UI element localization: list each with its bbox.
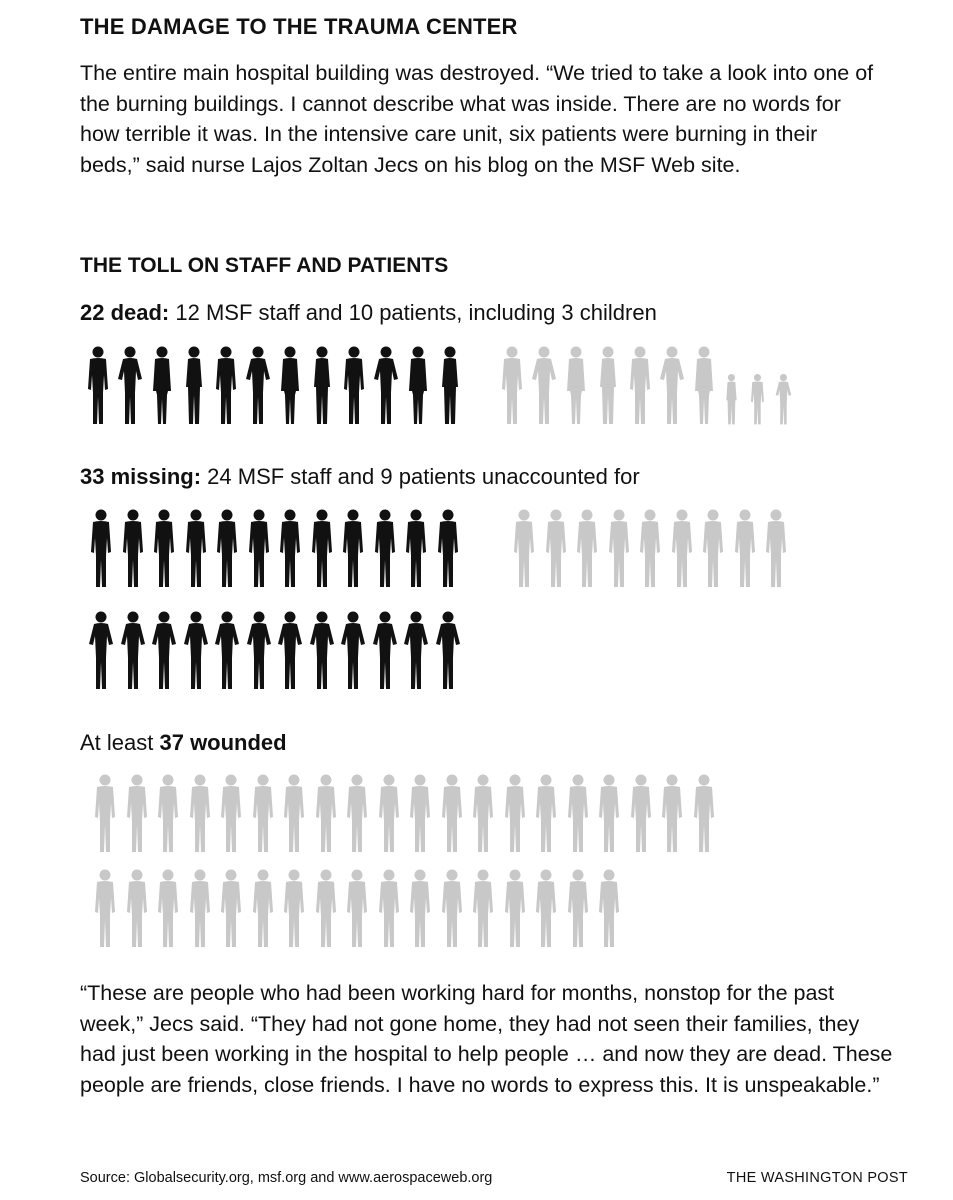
staff-figure-icon xyxy=(85,345,111,425)
staff-figure-icon xyxy=(277,610,303,690)
missing-stat xyxy=(80,464,640,490)
wounded-stat xyxy=(80,730,287,756)
child-patient-figure-icon xyxy=(749,373,766,425)
wounded-figure-icon xyxy=(628,773,654,853)
staff-figure-icon xyxy=(151,610,177,690)
wounded-figure-icon xyxy=(439,868,465,948)
wounded-figure-icon xyxy=(187,773,213,853)
staff-figure-icon xyxy=(213,345,239,425)
staff-figure-icon xyxy=(437,345,463,425)
staff-figure-icon xyxy=(246,508,272,588)
staff-figure-icon xyxy=(372,508,398,588)
wounded-figure-icon xyxy=(376,773,402,853)
source-note: Source: Globalsecurity.org, msf.org and www.aerospaceweb.org xyxy=(80,1170,493,1186)
dead-figures-row xyxy=(80,345,880,429)
patient-figure-icon xyxy=(499,345,525,425)
staff-figure-icon xyxy=(309,610,335,690)
wounded-figure-icon xyxy=(281,773,307,853)
wounded-figure-icon xyxy=(502,773,528,853)
wounded-figure-icon xyxy=(218,773,244,853)
patient-figure-icon xyxy=(669,508,695,588)
patient-figure-icon xyxy=(595,345,621,425)
wounded-figure-icon xyxy=(659,773,685,853)
missing-figures-row-2 xyxy=(80,610,880,694)
wounded-figures-row-2 xyxy=(80,868,880,952)
intro-paragraph: The entire main hospital building was destroyed. “We tried to take a look into one of the burning buildings. I cannot describe what was inside. There are no words for how terrible it was. In the intensive care unit, six patients were burning in their beds,” said nurse Lajos Zoltan Jecs on his blog on the MSF Web site. xyxy=(80,61,874,177)
staff-figure-icon xyxy=(88,610,114,690)
patient-figure-icon xyxy=(732,508,758,588)
staff-figure-icon xyxy=(340,610,366,690)
wounded-figure-icon xyxy=(533,868,559,948)
patient-figure-icon xyxy=(543,508,569,588)
wounded-prefix: At least xyxy=(80,730,160,755)
staff-figure-icon xyxy=(372,610,398,690)
staff-figure-icon xyxy=(88,508,114,588)
quote-paragraph: “These are people who had been working hard for months, nonstop for the past week,” Jecs said. “They had not gone home, they had not seen their families, they had just been working in the hospital to help people … and now they are dead. These people are friends, close friends. I have no words to express this. It is unspeakable.” xyxy=(80,981,893,1097)
section-title-damage: THE DAMAGE TO THE TRAUMA CENTER xyxy=(80,14,518,39)
staff-figure-icon xyxy=(435,610,461,690)
wounded-count: 37 wounded xyxy=(159,730,287,755)
section-title-toll: THE TOLL ON STAFF AND PATIENTS xyxy=(80,254,449,277)
staff-figure-icon xyxy=(309,508,335,588)
wounded-figure-icon xyxy=(533,773,559,853)
wounded-figure-icon xyxy=(439,773,465,853)
child-patient-figure-icon xyxy=(775,373,792,425)
wounded-figure-icon xyxy=(470,868,496,948)
wounded-figure-icon xyxy=(313,773,339,853)
staff-figure-icon xyxy=(403,610,429,690)
wounded-figure-icon xyxy=(218,868,244,948)
staff-figure-icon xyxy=(341,345,367,425)
dead-stat xyxy=(80,300,657,326)
patient-figure-icon xyxy=(531,345,557,425)
patient-figure-icon xyxy=(574,508,600,588)
wounded-figure-icon xyxy=(187,868,213,948)
child-patient-figure-icon xyxy=(723,373,740,425)
wounded-figure-icon xyxy=(470,773,496,853)
patient-figure-icon xyxy=(763,508,789,588)
wounded-figure-icon xyxy=(250,773,276,853)
wounded-figure-icon xyxy=(313,868,339,948)
wounded-figures-row-1 xyxy=(80,773,880,857)
staff-figure-icon xyxy=(151,508,177,588)
patient-figure-icon xyxy=(637,508,663,588)
patient-figure-icon xyxy=(627,345,653,425)
staff-figure-icon xyxy=(403,508,429,588)
patient-figure-icon xyxy=(606,508,632,588)
wounded-figure-icon xyxy=(344,773,370,853)
staff-figure-icon xyxy=(214,508,240,588)
missing-count: 33 missing: xyxy=(80,464,202,489)
wounded-figure-icon xyxy=(124,773,150,853)
staff-figure-icon xyxy=(120,508,146,588)
wounded-figure-icon xyxy=(92,773,118,853)
patient-figure-icon xyxy=(659,345,685,425)
dead-description: 12 MSF staff and 10 patients, including 3 children xyxy=(169,300,657,325)
patient-figure-icon xyxy=(511,508,537,588)
staff-figure-icon xyxy=(277,345,303,425)
staff-figure-icon xyxy=(214,610,240,690)
wounded-figure-icon xyxy=(124,868,150,948)
wounded-figure-icon xyxy=(596,773,622,853)
wounded-figure-icon xyxy=(502,868,528,948)
staff-figure-icon xyxy=(435,508,461,588)
staff-figure-icon xyxy=(405,345,431,425)
staff-figure-icon xyxy=(183,508,209,588)
publisher-credit: THE WASHINGTON POST xyxy=(726,1170,908,1186)
staff-figure-icon xyxy=(309,345,335,425)
wounded-figure-icon xyxy=(565,868,591,948)
patient-figure-icon xyxy=(700,508,726,588)
wounded-figure-icon xyxy=(691,773,717,853)
staff-figure-icon xyxy=(245,345,271,425)
missing-figures-row-1 xyxy=(80,508,880,592)
staff-figure-icon xyxy=(373,345,399,425)
patient-figure-icon xyxy=(563,345,589,425)
wounded-figure-icon xyxy=(155,868,181,948)
dead-count: 22 dead: xyxy=(80,300,170,325)
wounded-figure-icon xyxy=(281,868,307,948)
wounded-figure-icon xyxy=(565,773,591,853)
patient-figure-icon xyxy=(691,345,717,425)
wounded-figure-icon xyxy=(407,868,433,948)
wounded-figure-icon xyxy=(596,868,622,948)
staff-figure-icon xyxy=(246,610,272,690)
wounded-figure-icon xyxy=(344,868,370,948)
staff-figure-icon xyxy=(183,610,209,690)
staff-figure-icon xyxy=(181,345,207,425)
staff-figure-icon xyxy=(120,610,146,690)
staff-figure-icon xyxy=(277,508,303,588)
wounded-figure-icon xyxy=(250,868,276,948)
wounded-figure-icon xyxy=(407,773,433,853)
wounded-figure-icon xyxy=(376,868,402,948)
staff-figure-icon xyxy=(117,345,143,425)
staff-figure-icon xyxy=(149,345,175,425)
wounded-figure-icon xyxy=(155,773,181,853)
missing-description: 24 MSF staff and 9 patients unaccounted for xyxy=(201,464,640,489)
staff-figure-icon xyxy=(340,508,366,588)
wounded-figure-icon xyxy=(92,868,118,948)
